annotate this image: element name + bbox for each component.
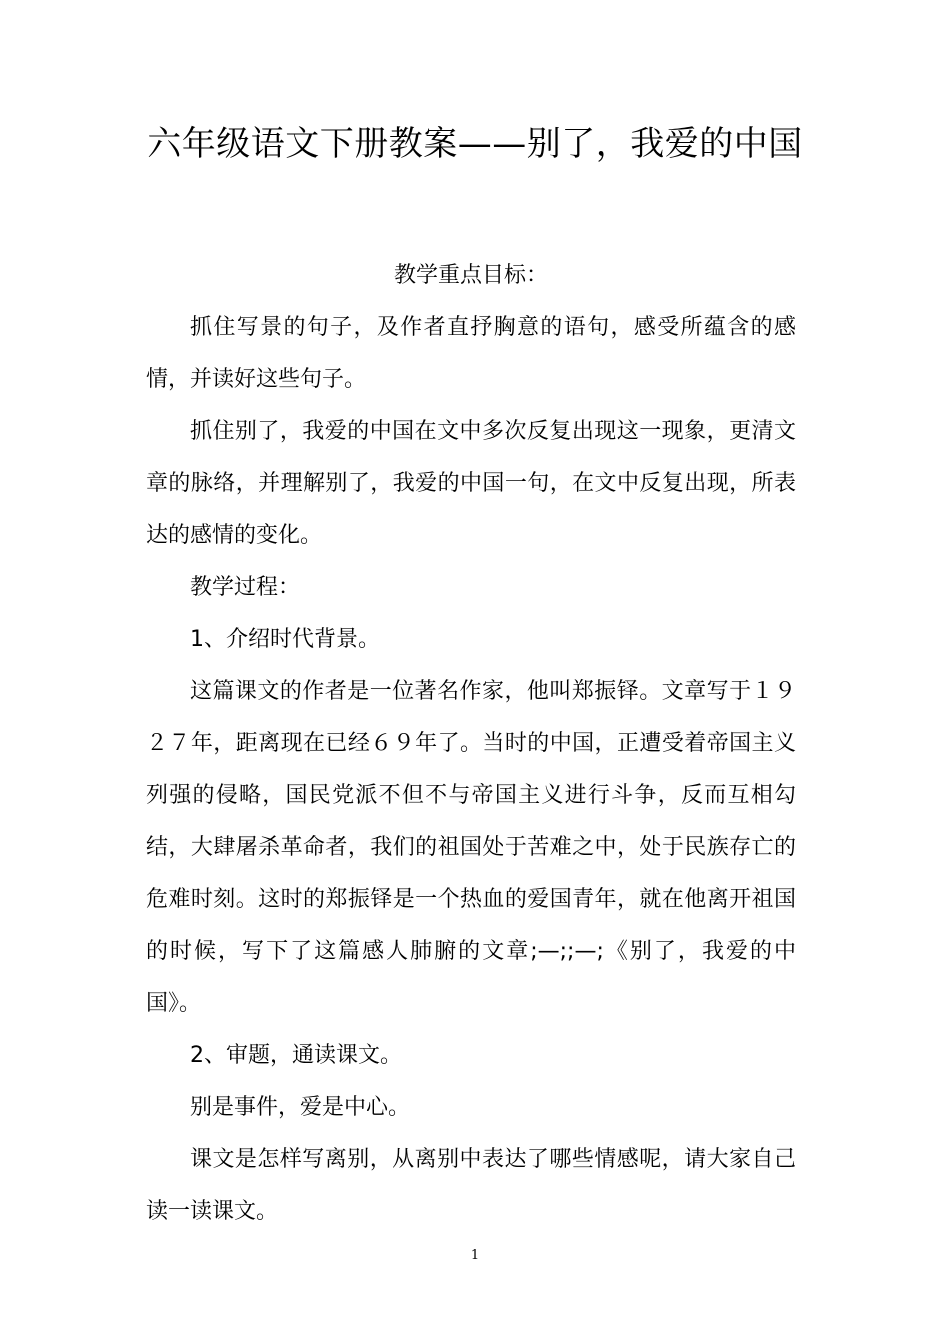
paragraph: 别是事件，爱是中心。 bbox=[190, 1095, 411, 1120]
paragraph: 抓住写景的句子，及作者直抒胸意的语句，感受所蕴含的感情，并读好这些句子。 bbox=[146, 315, 796, 392]
page-number: 1 bbox=[470, 1248, 480, 1263]
document-body bbox=[146, 250, 796, 1238]
paragraph: 课文是怎样写离别，从离别中表达了哪些情感呢，请大家自己读一读课文。 bbox=[146, 1147, 796, 1224]
step-heading: 2、审题，通读课文。 bbox=[190, 1043, 402, 1068]
section-heading-goals: 教学重点目标： bbox=[393, 263, 548, 288]
paragraph: 这篇课文的作者是一位著名作家，他叫郑振铎。文章写于１９２７年，距离现在已经６９年了。当时的中国，正遭受着帝国主义列强的侵略，国民党派不但不与帝国主义进行斗争，反而互相勾结，大肆屠杀革命者，我们的祖国处于苦难之中，处于民族存亡的危难时刻。这时的郑振铎是一个热血的爱国青年，就在他离开祖国的时候，写下了这篇感人肺腑的文章;—;;—;《别了，我爱的中国》。 bbox=[146, 679, 796, 1016]
step-heading: 1、介绍时代背景。 bbox=[190, 627, 380, 652]
section-heading-process: 教学过程： bbox=[190, 575, 301, 600]
document-title: 六年级语文下册教案——别了，我爱的中国 bbox=[147, 124, 803, 164]
paragraph: 抓住别了，我爱的中国在文中多次反复出现这一现象，更清文章的脉络，并理解别了，我爱的中国一句，在文中反复出现，所表达的感情的变化。 bbox=[146, 419, 796, 548]
